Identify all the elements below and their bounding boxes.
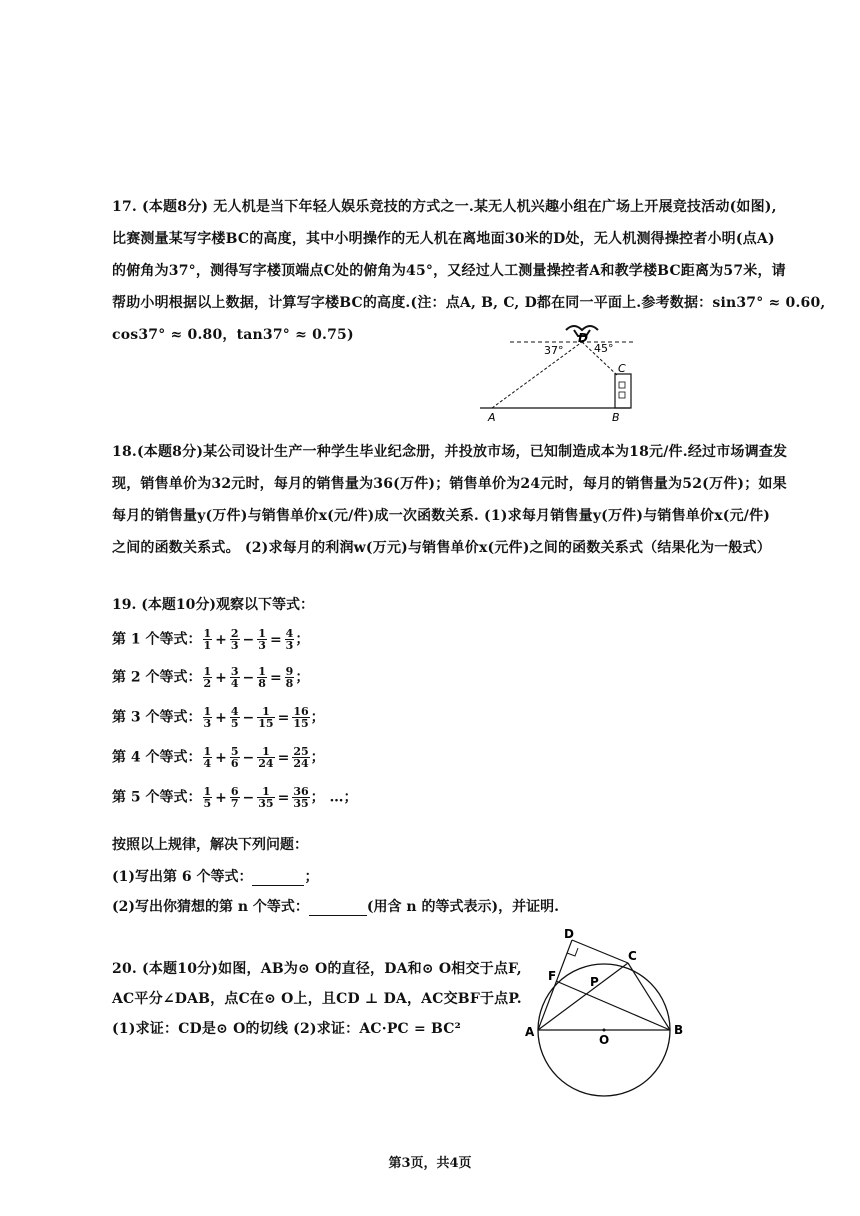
fraction: $\frac{1}{2}$ [203, 665, 212, 690]
fraction: $\frac{4}{5}$ [230, 705, 239, 730]
fraction: $\frac{36}{35}$ [293, 785, 309, 810]
q20-line-2: AC平分∠DAB，点C在⊙ O上，且CD ⊥ DA，AC交BF于点P. [112, 991, 522, 1007]
fraction: $\frac{2}{3}$ [230, 627, 239, 652]
label-a: A [488, 411, 496, 424]
label-d: D [578, 331, 588, 345]
q19-equation-2: 第 2 个等式： $\frac{1}{2}$ + $\frac{3}{4}$ − $\frac{1}{8}$ = $\frac{9}{8}$ ； [112, 665, 310, 690]
fraction: $\frac{1}{35}$ [258, 785, 274, 810]
equation-end: ； …； [310, 789, 358, 806]
q19-equation-1: 第 1 个等式： $\frac{1}{1}$ + $\frac{2}{3}$ − $\frac{1}{3}$ = $\frac{4}{3}$ ； [112, 627, 310, 652]
line-ad [538, 940, 572, 1030]
q18-line-3: 每月的销售量y(万件)与销售单价x(元/件)成一次函数关系. (1)求每月销售量y(万件)与销售单价x(元/件) [112, 508, 771, 524]
label-37: 37° [544, 344, 564, 357]
fraction: $\frac{1}{8}$ [258, 665, 266, 690]
label-45: 45° [594, 342, 614, 355]
q17-line-1: 17. (本题8分) 无人机是当下年轻人娱乐竞技的方式之一.某无人机兴趣小组在广场上开展竞技活动(如图), [112, 199, 777, 215]
equation-end: ； [310, 709, 325, 726]
label-a: A [525, 1025, 535, 1039]
fraction: $\frac{25}{24}$ [293, 745, 309, 770]
q18-line-1: 18.(本题8分)某公司设计生产一种学生毕业纪念册，并投放市场，已知制造成本为18元/件.经过市场调查发 [112, 444, 788, 460]
line-dc [572, 940, 628, 963]
fraction: $\frac{9}{8}$ [285, 665, 294, 690]
equation-label: 第 4 个等式： [112, 749, 202, 766]
page-footer: 第3页，共4页 [388, 1156, 472, 1171]
equation-end: ； [295, 631, 310, 648]
q17-line-4: 帮助小明根据以上数据，计算写字楼BC的高度.(注：点A, B, C, D都在同一平面上.参考数据：sin37° ≈ 0.60, [112, 295, 826, 311]
fraction: $\frac{6}{7}$ [230, 785, 239, 810]
fraction: $\frac{3}{4}$ [230, 665, 239, 690]
q20-figure [520, 928, 700, 1104]
equation-end: ； [295, 669, 310, 686]
fraction: $\frac{1}{1}$ [203, 627, 212, 652]
q17-line-3: 的俯角为37°，测得写字楼顶端点C处的俯角为45°，又经过人工测量操控者A和教学楼BC距离为57米，请 [112, 263, 786, 279]
building-bc [615, 374, 631, 408]
line-bc [628, 963, 670, 1030]
q19-rule: 按照以上规律，解决下列问题： [112, 837, 308, 853]
q19-part-2-end: (用含 n 的等式表示)，并证明. [366, 899, 559, 915]
q19-part-1-blank [252, 885, 304, 886]
fraction: $\frac{1}{3}$ [203, 705, 212, 730]
q19-part-1-end: ； [304, 869, 319, 885]
q18-line-2: 现，销售单价为32元时，每月的销售量为36(万件)；销售单价为24元时，每月的销售量为52(万件)；如果 [112, 476, 787, 492]
label-c: C [618, 362, 626, 375]
equation-label: 第 5 个等式： [112, 789, 202, 806]
q19-part-2-text: (2)写出你猜想的第 n 个等式： [112, 899, 309, 915]
label-p: P [590, 975, 599, 989]
fraction: $\frac{1}{15}$ [258, 705, 274, 730]
label-d: D [564, 928, 574, 941]
q19-part-2-blank [309, 915, 367, 916]
fraction: $\frac{16}{15}$ [293, 705, 309, 730]
label-b: B [612, 411, 620, 424]
label-f: F [548, 969, 557, 983]
equation-label: 第 2 个等式： [112, 669, 202, 686]
equation-end: ； [310, 749, 325, 766]
q17-figure [470, 318, 650, 424]
q20-line-3: (1)求证：CD是⊙ O的切线 (2)求证：AC·PC = BC² [112, 1021, 461, 1037]
equation-label: 第 1 个等式： [112, 631, 202, 648]
q18-line-4: 之间的函数关系式。 (2)求每月的利润w(万元)与销售单价x(元件)之间的函数关系式（结果化为一般式） [112, 540, 771, 556]
fraction: $\frac{5}{6}$ [230, 745, 239, 770]
q17-line-5: cos37° ≈ 0.80，tan37° ≈ 0.75) [112, 327, 354, 343]
q17-line-2: 比赛测量某写字楼BC的高度，其中小明操作的无人机在离地面30米的D处，无人机测得操控者小明(点A) [112, 231, 775, 247]
fraction: $\frac{1}{5}$ [203, 785, 212, 810]
q19-part-1 [112, 866, 318, 886]
equation-label: 第 3 个等式： [112, 709, 202, 726]
fraction: $\frac{1}{4}$ [203, 745, 212, 770]
fraction: $\frac{1}{24}$ [258, 745, 274, 770]
q19-equation-3: 第 3 个等式： $\frac{1}{3}$ + $\frac{4}{5}$ − $\frac{1}{15}$ = $\frac{16}{15}$ ； [112, 705, 325, 730]
q20-line-1: 20. (本题10分)如图，AB为⊙ O的直径，DA和⊙ O相交于点F, [112, 961, 522, 977]
q19-part-1-text: (1)写出第 6 个等式： [112, 869, 253, 885]
line-bf [556, 981, 670, 1030]
q19-intro: 19. (本题10分)观察以下等式： [112, 597, 314, 613]
q19-equation-5: 第 5 个等式： $\frac{1}{5}$ + $\frac{6}{7}$ − $\frac{1}{35}$ = $\frac{36}{35}$ ； …； [112, 785, 358, 810]
fraction: $\frac{1}{3}$ [258, 627, 266, 652]
label-b: B [674, 1023, 684, 1037]
label-o: O [599, 1033, 610, 1047]
q19-equation-4: 第 4 个等式： $\frac{1}{4}$ + $\frac{5}{6}$ − $\frac{1}{24}$ = $\frac{25}{24}$ ； [112, 745, 325, 770]
label-c: C [628, 949, 637, 963]
sight-line-da [492, 342, 582, 408]
q19-part-2 [112, 896, 559, 916]
fraction: $\frac{4}{3}$ [285, 627, 294, 652]
